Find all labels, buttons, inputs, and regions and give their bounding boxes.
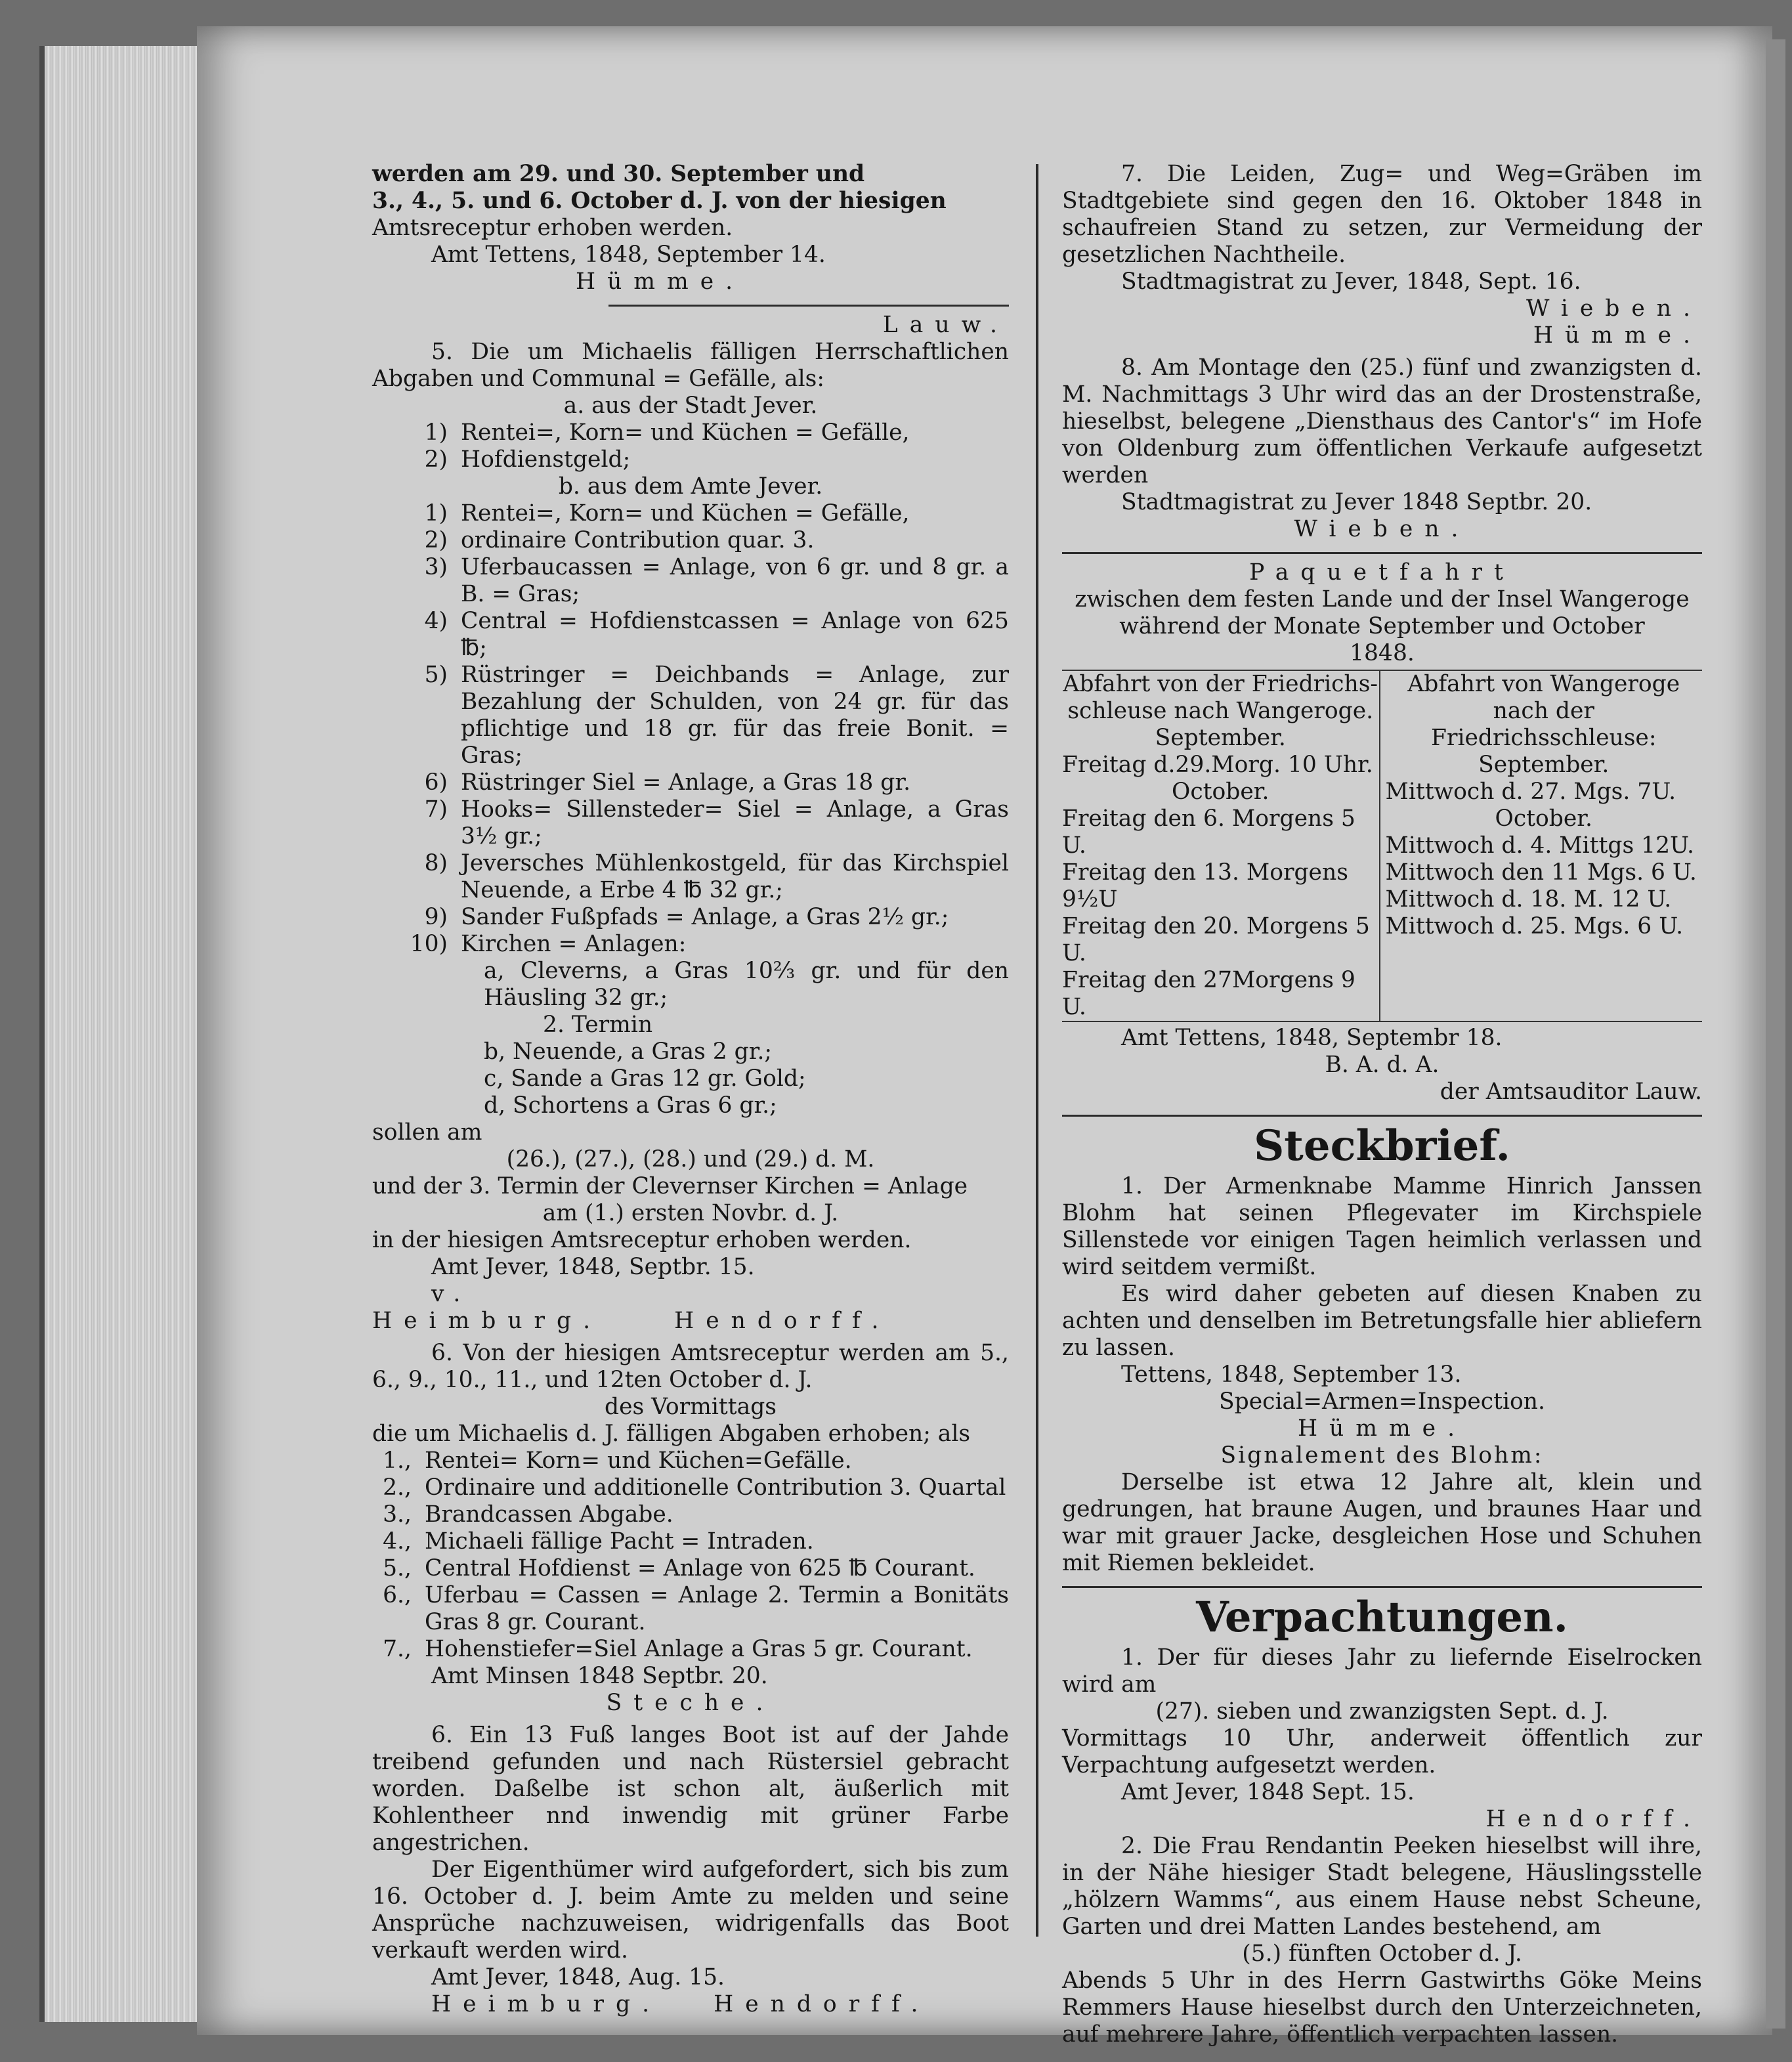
place-date: Tettens, 1848, September 13.	[1121, 1362, 1462, 1388]
verpachtung-2-text2: Abends 5 Uhr in des Herrn Gastwirths Göke Meins Remmers Hause hieselbst durch den Unterzeichneten, auf mehrere Jahre, öffentlich verpachten lassen.	[1062, 1967, 1702, 2048]
table-row: Freitag d.29.Morg. 10 Uhr.	[1062, 752, 1373, 778]
signature: v. Heimburg.	[372, 1281, 603, 1334]
list-item	[372, 1501, 1009, 1528]
list-item	[372, 1555, 1009, 1582]
item-number: 1)	[424, 419, 448, 446]
item-text: ordinaire Contribution quar. 3.	[461, 527, 815, 553]
place-date: Amt Jever, 1848 Sept. 15.	[1121, 1779, 1415, 1805]
place-date: Amt Jever, 1848, Septbr. 15.	[431, 1254, 755, 1280]
list-item	[372, 500, 1009, 527]
notice-7-text: 7. Die Leiden, Zug= und Weg=Gräben im Stadtgebiete sind gegen den 16. Oktober 1848 in schaufreien Stand zu setzen, zur Vermeidung der gesetzlichen Nachtheile.	[1062, 161, 1702, 268]
signature: Hendorff.	[714, 1991, 930, 2017]
list-item	[372, 1448, 1009, 1474]
signature: Steche.	[606, 1690, 775, 1716]
list-item	[372, 554, 1009, 608]
signatures-line	[372, 1281, 1009, 1335]
verpachtungen	[1062, 1593, 1702, 2048]
list-item	[372, 796, 1009, 850]
place-date: Amt Minsen 1848 Septbr. 20.	[431, 1663, 768, 1689]
item-text: Central = Hofdienstcassen = Anlage von 625 ℔;	[461, 608, 1009, 661]
church-item: a, Cleverns, a Gras 10⅔ gr. und für den Häusling 32 gr.;	[484, 958, 1009, 1011]
item-text: Rentei=, Korn= und Küchen = Gefälle,	[461, 500, 910, 526]
item-text: Michaeli fällige Pacht = Intraden.	[425, 1528, 814, 1555]
item-number: 3.,	[383, 1501, 412, 1528]
table-row: Mittwoch den 11 Mgs. 6 U.	[1385, 859, 1697, 886]
month-label: September.	[1155, 725, 1286, 751]
item-text: Central Hofdienst = Anlage von 625 ℔ Courant.	[425, 1555, 975, 1581]
signature: Hendorff.	[1485, 1806, 1702, 1832]
item-text: Rüstringer = Deichbands = Anlage, zur Bezahlung der Schulden, von 24 gr. für das pflichtige und 18 gr. für das freie Bonit. = Gras;	[461, 662, 1009, 769]
item-text: Rentei=, Korn= und Küchen = Gefälle,	[461, 419, 910, 446]
collection-dates-notice	[372, 161, 1009, 295]
vormittags: des Vormittags	[604, 1394, 777, 1420]
column-header: nach der Friedrichsschleuse:	[1431, 698, 1657, 751]
notice-6b-text2: Der Eigenthümer wird aufgefordert, sich bis zum 16. October d. J. beim Amte zu melden und seine Ansprüche nachzuweisen, widrigenfalls das Boot verkauft werden wird.	[372, 1857, 1009, 1964]
item-number: 2.,	[383, 1474, 412, 1501]
item-number: 10)	[410, 931, 448, 957]
schedule-from-island	[1379, 671, 1703, 1021]
schedule-table	[1062, 670, 1702, 1022]
item-number: 3)	[424, 554, 448, 580]
item-number: 5.,	[383, 1555, 412, 1581]
list-item	[372, 1636, 1009, 1663]
verpachtungen-heading: Verpachtungen.	[1196, 1593, 1568, 1642]
item-text: Ordinaire und additionelle Contribution 3. Quartal	[425, 1474, 1006, 1501]
item-number: 9)	[424, 904, 448, 930]
paquetfahrt	[1062, 559, 1702, 1106]
item-text: Rentei= Korn= und Küchen=Gefälle.	[425, 1448, 852, 1474]
item-number: 1)	[424, 500, 448, 526]
signatures-line	[372, 1991, 1009, 2018]
church-item: c, Sande a Gras 12 gr. Gold;	[484, 1065, 806, 1092]
table-row: Freitag den 27Morgens 9 U.	[1062, 967, 1355, 1020]
notice-6a	[372, 1340, 1009, 1717]
column-header: Abfahrt von der Friedrichs-	[1063, 671, 1378, 697]
item-number: 1.,	[383, 1448, 412, 1474]
table-row: Mittwoch d. 25. Mgs. 6 U.	[1385, 913, 1684, 939]
list-item	[372, 446, 1009, 473]
sollen-am: sollen am	[372, 1119, 482, 1146]
notice-8	[1062, 354, 1702, 543]
signature: Hümme.	[1297, 1415, 1467, 1442]
item-number: 4.,	[383, 1528, 412, 1555]
verpachtung-2-date: (5.) fünften October d. J.	[1242, 1941, 1522, 1967]
receptur-line: in der hiesigen Amtsreceptur erhoben werden.	[372, 1227, 912, 1253]
item-text: Sander Fußpfads = Anlage, a Gras 2½ gr.;	[461, 904, 949, 930]
item-number: 2)	[424, 527, 448, 553]
signature: Hendorff.	[674, 1308, 891, 1334]
list-item	[372, 931, 1009, 958]
list-item	[372, 608, 1009, 662]
page-right-edge	[1766, 39, 1785, 2029]
separator-rule	[1062, 1115, 1702, 1117]
issuing-office: Special=Armen=Inspection.	[1219, 1388, 1545, 1415]
notice-5	[372, 339, 1009, 1335]
table-row: Mittwoch d. 27. Mgs. 7U.	[1385, 779, 1676, 805]
collection-dates-line-1: werden am 29. und 30. September und	[372, 161, 865, 187]
signature: der Amtsauditor Lauw.	[1440, 1079, 1702, 1105]
item-number: 4)	[424, 608, 448, 634]
steckbrief-heading: Steckbrief.	[1254, 1121, 1510, 1171]
steckbrief	[1062, 1122, 1702, 1577]
item-number: 5)	[424, 662, 448, 688]
signature: Hümme.	[576, 268, 745, 295]
signature-lauw: Lauw.	[882, 312, 1009, 338]
steckbrief-text: 1. Der Armenknabe Mamme Hinrich Janssen Blohm hat seinen Pflegevater im Kirchspiele Sillenstede vor einigen Tagen heimlich verlassen und wird seitdem vermißt.	[1062, 1173, 1702, 1280]
place-date: Amt Jever, 1848, Aug. 15.	[431, 1964, 725, 1990]
column-header: Abfahrt von Wangeroge	[1407, 671, 1680, 697]
right-column	[1062, 161, 1702, 2048]
item-text: Rüstringer Siel = Anlage, a Gras 18 gr.	[461, 769, 911, 796]
notice-5-intro: 5. Die um Michaelis fälligen Herrschaftlichen Abgaben und Communal = Gefälle, als:	[372, 339, 1009, 392]
column-divider	[1036, 164, 1038, 1937]
list-item	[372, 904, 1009, 931]
signature: Hümme.	[1533, 322, 1702, 349]
list-item	[372, 527, 1009, 554]
church-item: 2. Termin	[543, 1012, 653, 1038]
item-number: 7.,	[383, 1636, 412, 1662]
schedule-from-mainland	[1062, 671, 1379, 1021]
notice-6b-text: 6. Ein 13 Fuß langes Boot ist auf der Jahde treibend gefunden und nach Rüstersiel gebracht worden. Daßelbe ist schon alt, äußerlich mit Kohlentheer nnd inwendig mit grüner Farbe angestrichen.	[372, 1722, 1009, 1856]
signalement-title: Signalement des Blohm:	[1220, 1442, 1544, 1469]
third-term: und der 3. Termin der Clevernser Kirchen = Anlage	[372, 1173, 968, 1199]
item-text: Hohenstiefer=Siel Anlage a Gras 5 gr. Courant.	[425, 1636, 973, 1662]
notice-6a-lead: die um Michaelis d. J. fälligen Abgaben erhoben; als	[372, 1421, 971, 1447]
item-number: 6.,	[383, 1582, 412, 1608]
item-text: Hooks= Sillensteder= Siel = Anlage, a Gras 3½ gr.;	[461, 796, 1009, 849]
item-text: Kirchen = Anlagen:	[461, 931, 687, 957]
signalement-text: Derselbe ist etwa 12 Jahre alt, klein und gedrungen, hat braune Augen, und braunes Haar und war mit grauer Jacke, desgleichen Hose und Schuhen mit Riemen bekleidet.	[1062, 1469, 1702, 1576]
paquetfahrt-title: Paquetfahrt	[1249, 559, 1515, 586]
section-b-heading: b. aus dem Amte Jever.	[558, 473, 823, 500]
notice-6b	[372, 1722, 1009, 2018]
list-item	[372, 769, 1009, 796]
signature: Wieben.	[1526, 295, 1702, 322]
notice-6a-intro: 6. Von der hiesigen Amtsreceptur werden am 5., 6., 9., 10., 11., und 12ten October d. J.	[372, 1340, 1009, 1393]
section-a-heading: a. aus der Stadt Jever.	[563, 393, 818, 419]
place-date: Stadtmagistrat zu Jever, 1848, Sept. 16.	[1121, 268, 1581, 295]
signature: Heimburg.	[431, 1991, 662, 2017]
month-label: October.	[1495, 805, 1592, 832]
table-row: Freitag den 6. Morgens 5 U.	[1062, 805, 1355, 859]
separator-rule	[608, 305, 1009, 307]
item-number: 6)	[424, 769, 448, 796]
verpachtung-1-text2: Vormittags 10 Uhr, anderweit öffentlich zur Verpachtung aufgesetzt werden.	[1062, 1725, 1702, 1778]
table-row: Mittwoch d. 4. Mittgs 12U.	[1385, 832, 1694, 859]
item-text: Brandcassen Abgabe.	[425, 1501, 673, 1528]
item-text: Uferbau = Cassen = Anlage 2. Termin a Bonitäts Gras 8 gr. Courant.	[425, 1582, 1009, 1635]
item-text: Hofdienstgeld;	[461, 446, 631, 473]
item-text: Uferbaucassen = Anlage, von 6 gr. und 8 gr. a B. = Gras;	[461, 554, 1009, 607]
item-text: Jeversches Mühlenkostgeld, für das Kirchspiel Neuende, a Erbe 4 ℔ 32 gr.;	[461, 850, 1009, 903]
place-date: Stadtmagistrat zu Jever 1848 Septbr. 20.	[1121, 489, 1592, 515]
list-item	[372, 662, 1009, 769]
paquetfahrt-year: 1848.	[1350, 640, 1415, 666]
separator-rule	[1062, 1586, 1702, 1588]
left-column	[372, 161, 1009, 2017]
separator-rule	[1062, 552, 1702, 554]
collection-dates-line-2: 3., 4., 5. und 6. October d. J. von der hiesigen	[372, 188, 947, 214]
item-number: 2)	[424, 446, 448, 473]
list-item	[372, 1582, 1009, 1636]
place-date: Amt Tettens, 1848, September 14.	[431, 242, 826, 268]
month-label: September.	[1478, 752, 1610, 778]
item-number: 8)	[424, 850, 448, 876]
notice-8-text: 8. Am Montage den (25.) fünf und zwanzigsten d. M. Nachmittags 3 Uhr wird das an der Drostenstraße, hieselbst, belegene „Diensthaus des Cantor's“ im Hofe von Oldenburg zum öffentlichen Verkaufe aufgesetzt werden	[1062, 354, 1702, 488]
church-item: d, Schortens a Gras 6 gr.;	[484, 1092, 777, 1119]
column-header: schleuse nach Wangeroge.	[1067, 698, 1374, 724]
verpachtung-1-date: (27). sieben und zwanzigsten Sept. d. J.	[1155, 1698, 1609, 1725]
list-item	[372, 850, 1009, 904]
list-item	[372, 419, 1009, 446]
signature: Wieben.	[1294, 516, 1470, 542]
abbreviation: B. A. d. A.	[1325, 1052, 1440, 1078]
item-number: 7)	[424, 796, 448, 823]
place-date: Amt Tettens, 1848, Septembr 18.	[1121, 1025, 1503, 1051]
list-item	[372, 1528, 1009, 1555]
paquetfahrt-subtitle: zwischen dem festen Lande und der Insel Wangeroge während der Monate September und October	[1075, 586, 1690, 639]
list-item	[372, 1474, 1009, 1501]
collection-dates-line-3: Amtsreceptur erhoben werden.	[372, 215, 733, 241]
notice-7	[1062, 161, 1702, 349]
table-row: Mittwoch d. 18. M. 12 U.	[1385, 886, 1672, 913]
verpachtung-1-text: 1. Der für dieses Jahr zu liefernde Eiselrocken wird am	[1062, 1644, 1702, 1698]
steckbrief-text2: Es wird daher gebeten auf diesen Knaben zu achten und denselben im Betretungsfalle hier abliefern zu lassen.	[1062, 1281, 1702, 1361]
third-term-date: am (1.) ersten Novbr. d. J.	[542, 1200, 839, 1226]
notice-5-dates: (26.), (27.), (28.) und (29.) d. M.	[506, 1146, 875, 1172]
book-page-edges	[39, 46, 222, 2022]
table-row: Freitag den 13. Morgens 9½U	[1062, 859, 1348, 913]
verpachtung-2-text: 2. Die Frau Rendantin Peeken hieselbst will ihre, in der Nähe hiesiger Stadt belegene, Häuslingsstelle „hölzern Wamms“, aus einem Hause nebst Scheune, Garten und drei Matten Landes bestehend, am	[1062, 1833, 1702, 1940]
table-row: Freitag den 20. Morgens 5 U.	[1062, 913, 1370, 966]
church-item: b, Neuende, a Gras 2 gr.;	[484, 1039, 773, 1065]
month-label: October.	[1172, 779, 1269, 805]
